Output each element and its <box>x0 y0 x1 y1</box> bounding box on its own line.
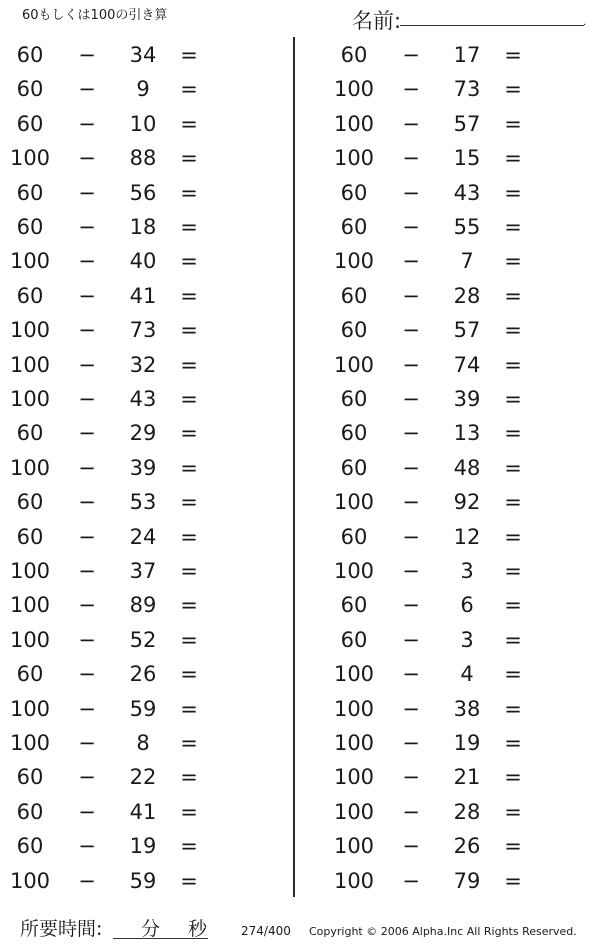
minuend: 100 <box>333 799 375 824</box>
problem-row <box>0 590 210 620</box>
time-label: 所要時間: <box>20 918 103 940</box>
subtrahend: 39 <box>453 387 481 411</box>
minus-sign: − <box>402 215 420 239</box>
equals-sign: = <box>504 731 522 755</box>
problem-row <box>324 350 534 380</box>
subtrahend: 59 <box>129 696 157 721</box>
problem-row <box>0 797 210 827</box>
subtrahend: 73 <box>129 318 157 343</box>
subtrahend: 88 <box>129 146 157 171</box>
subtrahend: 52 <box>129 627 157 652</box>
subtrahend: 26 <box>453 834 481 859</box>
equals-sign: = <box>180 696 198 721</box>
minuend: 100 <box>333 111 375 136</box>
minus-sign: − <box>78 352 96 377</box>
minuend: 60 <box>340 318 368 343</box>
subtrahend: 56 <box>129 180 157 205</box>
problem-row <box>324 178 534 208</box>
subtrahend: 32 <box>129 352 157 377</box>
problem-row <box>0 74 210 104</box>
minus-sign: − <box>78 559 96 583</box>
minus-sign: − <box>402 111 420 136</box>
equals-sign: = <box>180 249 198 274</box>
minuend: 100 <box>9 627 51 652</box>
minuend: 60 <box>340 593 368 618</box>
subtrahend: 53 <box>129 490 157 515</box>
subtrahend: 40 <box>129 249 157 274</box>
equals-sign: = <box>504 249 522 274</box>
problem-row <box>324 40 534 70</box>
subtrahend: 39 <box>129 455 157 480</box>
subtrahend: 26 <box>129 662 157 687</box>
problem-row <box>0 866 210 896</box>
minuend: 60 <box>16 524 44 549</box>
problem-row <box>0 487 210 517</box>
equals-sign: = <box>180 765 198 790</box>
subtrahend: 15 <box>453 146 481 171</box>
subtrahend: 73 <box>453 77 481 102</box>
minuend: 100 <box>9 559 51 583</box>
minutes-unit: 分 <box>141 918 161 940</box>
minus-sign: − <box>78 662 96 687</box>
problem-row <box>324 556 534 586</box>
equals-sign: = <box>180 387 198 411</box>
minus-sign: − <box>78 696 96 721</box>
problem-row <box>0 212 210 242</box>
minus-sign: − <box>402 352 420 377</box>
problem-row <box>324 315 534 345</box>
equals-sign: = <box>504 490 522 515</box>
problem-row <box>0 625 210 655</box>
minuend: 100 <box>333 559 375 583</box>
minus-sign: − <box>402 559 420 583</box>
minus-sign: − <box>78 799 96 824</box>
subtrahend: 41 <box>129 283 157 308</box>
equals-sign: = <box>180 352 198 377</box>
equals-sign: = <box>504 559 522 583</box>
problem-row <box>324 246 534 276</box>
equals-sign: = <box>504 180 522 205</box>
minus-sign: − <box>402 180 420 205</box>
minuend: 100 <box>333 249 375 274</box>
minuend: 60 <box>340 283 368 308</box>
equals-sign: = <box>504 593 522 618</box>
minus-sign: − <box>78 593 96 618</box>
subtrahend: 4 <box>460 662 474 687</box>
equals-sign: = <box>180 146 198 171</box>
subtrahend: 13 <box>453 421 481 446</box>
minus-sign: − <box>402 524 420 549</box>
copyright-notice: Copyright © 2006 Alpha.Inc All Rights Reserved. <box>309 925 577 938</box>
minus-sign: − <box>402 834 420 859</box>
subtrahend: 29 <box>129 421 157 446</box>
problem-row <box>324 831 534 861</box>
minus-sign: − <box>402 868 420 893</box>
minuend: 60 <box>340 627 368 652</box>
equals-sign: = <box>504 43 522 67</box>
minus-sign: − <box>78 249 96 274</box>
equals-sign: = <box>504 146 522 171</box>
equals-sign: = <box>504 868 522 893</box>
equals-sign: = <box>180 283 198 308</box>
subtrahend: 12 <box>453 524 481 549</box>
problem-row <box>324 281 534 311</box>
minus-sign: − <box>402 43 420 67</box>
minuend: 60 <box>16 662 44 687</box>
minuend: 60 <box>340 421 368 446</box>
minuend: 60 <box>16 111 44 136</box>
minus-sign: − <box>78 215 96 239</box>
equals-sign: = <box>180 111 198 136</box>
minuend: 60 <box>340 455 368 480</box>
minuend: 60 <box>16 77 44 102</box>
subtrahend: 8 <box>136 731 150 755</box>
subtrahend: 57 <box>453 318 481 343</box>
problem-row <box>0 109 210 139</box>
problem-row <box>324 797 534 827</box>
minuend: 60 <box>16 215 44 239</box>
problem-row <box>324 143 534 173</box>
subtrahend: 79 <box>453 868 481 893</box>
equals-sign: = <box>504 455 522 480</box>
equals-sign: = <box>504 318 522 343</box>
column-divider <box>293 37 295 897</box>
equals-sign: = <box>180 834 198 859</box>
minuend: 60 <box>340 387 368 411</box>
equals-sign: = <box>504 77 522 102</box>
equals-sign: = <box>180 455 198 480</box>
minus-sign: − <box>402 77 420 102</box>
minuend: 60 <box>16 799 44 824</box>
minus-sign: − <box>78 627 96 652</box>
minus-sign: − <box>402 799 420 824</box>
minus-sign: − <box>402 765 420 790</box>
minuend: 100 <box>9 318 51 343</box>
problem-row <box>0 281 210 311</box>
subtrahend: 34 <box>129 43 157 67</box>
problem-row <box>324 522 534 552</box>
minuend: 60 <box>16 283 44 308</box>
subtrahend: 89 <box>129 593 157 618</box>
subtrahend: 6 <box>460 593 474 618</box>
minus-sign: − <box>402 662 420 687</box>
subtrahend: 22 <box>129 765 157 790</box>
equals-sign: = <box>180 559 198 583</box>
problem-row <box>0 694 210 724</box>
problem-row <box>0 384 210 414</box>
equals-sign: = <box>180 627 198 652</box>
minus-sign: − <box>78 868 96 893</box>
equals-sign: = <box>504 387 522 411</box>
problem-row <box>0 762 210 792</box>
name-label: 名前: <box>352 9 402 33</box>
problem-row <box>324 728 534 758</box>
equals-sign: = <box>504 799 522 824</box>
minus-sign: − <box>78 524 96 549</box>
minus-sign: − <box>78 318 96 343</box>
subtrahend: 19 <box>129 834 157 859</box>
problem-row <box>0 453 210 483</box>
minuend: 100 <box>9 455 51 480</box>
problem-row <box>0 143 210 173</box>
minus-sign: − <box>78 180 96 205</box>
minuend: 100 <box>9 696 51 721</box>
minus-sign: − <box>78 834 96 859</box>
minuend: 60 <box>16 490 44 515</box>
problem-row <box>324 212 534 242</box>
minuend: 100 <box>333 662 375 687</box>
minus-sign: − <box>402 490 420 515</box>
problem-row <box>0 315 210 345</box>
subtrahend: 43 <box>129 387 157 411</box>
equals-sign: = <box>180 524 198 549</box>
minus-sign: − <box>402 731 420 755</box>
equals-sign: = <box>504 765 522 790</box>
equals-sign: = <box>180 318 198 343</box>
minus-sign: − <box>402 696 420 721</box>
equals-sign: = <box>504 834 522 859</box>
minus-sign: − <box>402 146 420 171</box>
equals-sign: = <box>180 180 198 205</box>
minus-sign: − <box>78 146 96 171</box>
equals-sign: = <box>504 352 522 377</box>
subtrahend: 9 <box>136 77 150 102</box>
equals-sign: = <box>504 627 522 652</box>
subtrahend: 17 <box>453 43 481 67</box>
subtrahend: 38 <box>453 696 481 721</box>
minuend: 100 <box>9 593 51 618</box>
minus-sign: − <box>78 731 96 755</box>
minus-sign: − <box>402 249 420 274</box>
subtrahend: 48 <box>453 455 481 480</box>
minus-sign: − <box>402 283 420 308</box>
minuend: 100 <box>333 834 375 859</box>
subtrahend: 3 <box>460 559 474 583</box>
minuend: 60 <box>340 524 368 549</box>
minuend: 100 <box>333 765 375 790</box>
problem-row <box>324 762 534 792</box>
equals-sign: = <box>504 696 522 721</box>
worksheet-title: 60もしくは100の引き算 <box>22 8 168 23</box>
subtrahend: 55 <box>453 215 481 239</box>
problem-row <box>324 74 534 104</box>
subtrahend: 19 <box>453 731 481 755</box>
problem-row <box>0 831 210 861</box>
problem-row <box>324 109 534 139</box>
equals-sign: = <box>504 421 522 446</box>
minus-sign: − <box>78 490 96 515</box>
seconds-unit: 秒 <box>188 918 208 940</box>
problem-row <box>0 418 210 448</box>
equals-sign: = <box>504 215 522 239</box>
subtrahend: 92 <box>453 490 481 515</box>
equals-sign: = <box>180 421 198 446</box>
minus-sign: − <box>402 593 420 618</box>
minuend: 100 <box>9 387 51 411</box>
problem-row <box>324 866 534 896</box>
minus-sign: − <box>78 43 96 67</box>
minuend: 100 <box>9 731 51 755</box>
minus-sign: − <box>402 318 420 343</box>
minuend: 100 <box>9 868 51 893</box>
problem-row <box>0 522 210 552</box>
problem-row <box>0 659 210 689</box>
problem-row <box>324 590 534 620</box>
subtrahend: 10 <box>129 111 157 136</box>
subtrahend: 18 <box>129 215 157 239</box>
minuend: 60 <box>16 765 44 790</box>
problem-row <box>0 178 210 208</box>
problem-row <box>0 728 210 758</box>
subtrahend: 57 <box>453 111 481 136</box>
minuend: 100 <box>333 731 375 755</box>
equals-sign: = <box>180 593 198 618</box>
minuend: 60 <box>340 43 368 67</box>
subtrahend: 59 <box>129 868 157 893</box>
problem-row <box>324 625 534 655</box>
minus-sign: − <box>78 283 96 308</box>
subtrahend: 43 <box>453 180 481 205</box>
minuend: 100 <box>333 696 375 721</box>
minuend: 100 <box>9 146 51 171</box>
minuend: 100 <box>333 490 375 515</box>
problem-row <box>324 384 534 414</box>
minuend: 100 <box>9 352 51 377</box>
minuend: 100 <box>333 352 375 377</box>
equals-sign: = <box>180 490 198 515</box>
equals-sign: = <box>180 868 198 893</box>
minuend: 100 <box>9 249 51 274</box>
subtrahend: 37 <box>129 559 157 583</box>
subtrahend: 24 <box>129 524 157 549</box>
minuend: 60 <box>16 421 44 446</box>
problem-row <box>0 40 210 70</box>
name-write-line <box>400 25 584 26</box>
problem-row <box>324 694 534 724</box>
equals-sign: = <box>180 43 198 67</box>
minus-sign: − <box>402 627 420 652</box>
equals-sign: = <box>180 215 198 239</box>
minus-sign: − <box>78 421 96 446</box>
minus-sign: − <box>78 387 96 411</box>
subtrahend: 28 <box>453 799 481 824</box>
minus-sign: − <box>78 77 96 102</box>
equals-sign: = <box>504 283 522 308</box>
equals-sign: = <box>504 662 522 687</box>
problem-row <box>324 418 534 448</box>
problem-row <box>0 350 210 380</box>
minus-sign: − <box>78 455 96 480</box>
name-line-dot: . <box>583 17 587 28</box>
subtrahend: 21 <box>453 765 481 790</box>
minuend: 60 <box>16 180 44 205</box>
minus-sign: − <box>402 421 420 446</box>
subtrahend: 28 <box>453 283 481 308</box>
minuend: 100 <box>333 868 375 893</box>
minuend: 100 <box>333 146 375 171</box>
minus-sign: − <box>78 111 96 136</box>
subtrahend: 41 <box>129 799 157 824</box>
subtrahend: 3 <box>460 627 474 652</box>
equals-sign: = <box>180 731 198 755</box>
problem-row <box>324 453 534 483</box>
equals-sign: = <box>504 524 522 549</box>
equals-sign: = <box>180 662 198 687</box>
minus-sign: − <box>402 455 420 480</box>
equals-sign: = <box>504 111 522 136</box>
problem-row <box>324 659 534 689</box>
problem-row <box>0 246 210 276</box>
equals-sign: = <box>180 799 198 824</box>
minuend: 100 <box>333 77 375 102</box>
minuend: 60 <box>16 43 44 67</box>
problem-row <box>0 556 210 586</box>
minus-sign: − <box>78 765 96 790</box>
minuend: 60 <box>340 215 368 239</box>
subtrahend: 74 <box>453 352 481 377</box>
subtrahend: 7 <box>460 249 474 274</box>
minuend: 60 <box>340 180 368 205</box>
equals-sign: = <box>180 77 198 102</box>
page-counter: 274/400 <box>241 924 291 938</box>
minuend: 60 <box>16 834 44 859</box>
minus-sign: − <box>402 387 420 411</box>
problem-row <box>324 487 534 517</box>
